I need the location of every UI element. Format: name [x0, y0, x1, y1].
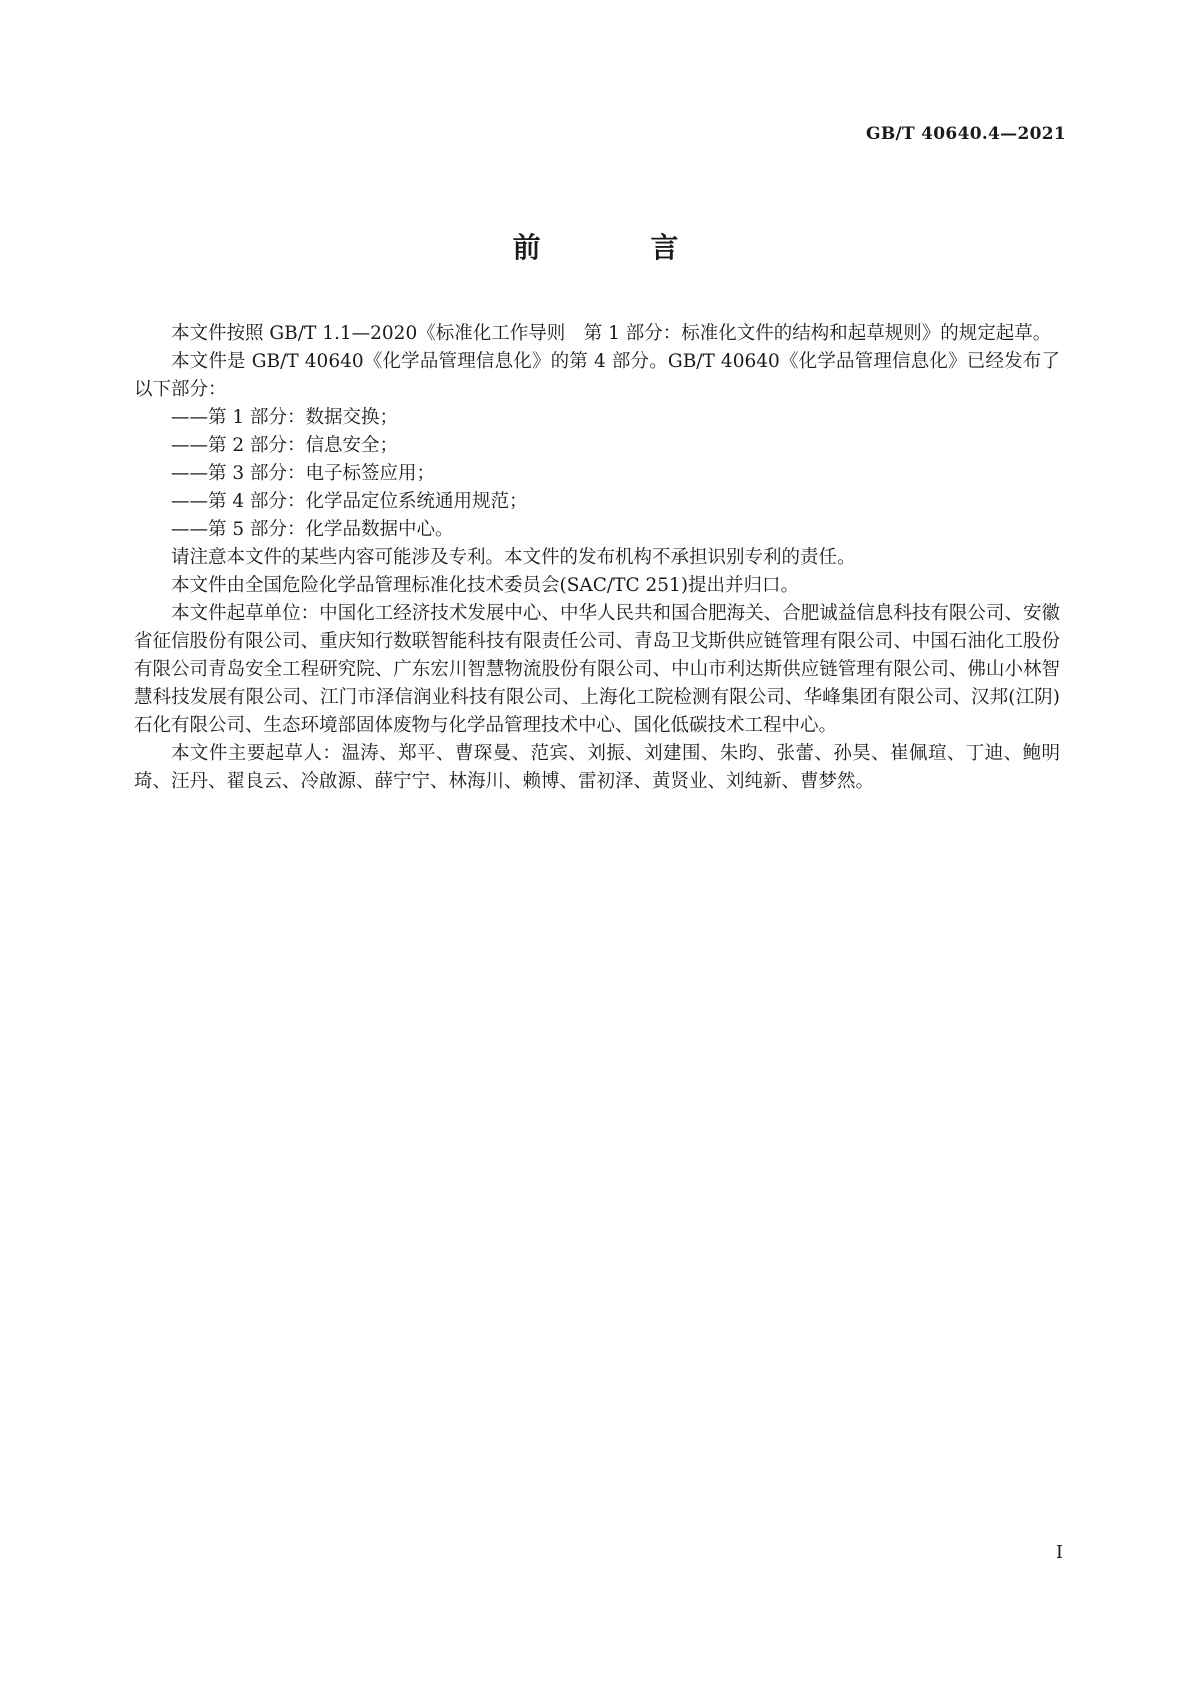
paragraph-parts-intro: 本文件是 GB/T 40640《化学品管理信息化》的第 4 部分。GB/T 40640《化学品管理信息化》已经发布了以下部分： [134, 351, 1060, 400]
list-item-part-3: ——第 3 部分：电子标签应用； [171, 463, 436, 484]
paragraph-drafters: 本文件主要起草人：温涛、郑平、曹琛曼、范宾、刘振、刘建围、朱昀、张蕾、孙昊、崔佩瑄、丁迪、鲍明琦、汪丹、翟良云、冷啟源、薛宁宁、林海川、赖博、雷初泽、黄贤业、刘纯新、曹梦然。 [134, 743, 1060, 792]
paragraph-drafting-units: 本文件起草单位：中国化工经济技术发展中心、中华人民共和国合肥海关、合肥诚益信息科技有限公司、安徽省征信股份有限公司、重庆知行数联智能科技有限责任公司、青岛卫戈斯供应链管理有限公司、中国石油化工股份有限公司青岛安全工程研究院、广东宏川智慧物流股份有限公司、中山市利达斯供应链管理有限公司、佛山小林智慧科技发展有限公司、江门市泽信润业科技有限公司、上海化工院检测有限公司、华峰集团有限公司、汉邦(江阴)石化有限公司、生态环境部固体废物与化学品管理技术中心、国化低碳技术工程中心。 [134, 603, 1060, 736]
list-item-part-4: ——第 4 部分：化学品定位系统通用规范； [171, 491, 528, 512]
list-item-part-2: ——第 2 部分：信息安全； [171, 435, 399, 456]
page-title: 前 言 [512, 231, 729, 264]
paragraph-patent-notice: 请注意本文件的某些内容可能涉及专利。本文件的发布机构不承担识别专利的责任。 [171, 547, 856, 568]
foreword-body [134, 320, 1060, 796]
paragraph-drafting-rules: 本文件按照 GB/T 1.1—2020《标准化工作导则 第 1 部分：标准化文件的结构和起草规则》的规定起草。 [171, 323, 1052, 344]
list-item-part-1: ——第 1 部分：数据交换； [171, 407, 399, 428]
list-item-part-5: ——第 5 部分：化学品数据中心。 [171, 519, 454, 540]
paragraph-proposer: 本文件由全国危险化学品管理标准化技术委员会(SAC/TC 251)提出并归口。 [171, 575, 800, 596]
document-code: GB/T 40640.4—2021 [866, 124, 1066, 144]
page-number: I [1055, 1542, 1063, 1563]
